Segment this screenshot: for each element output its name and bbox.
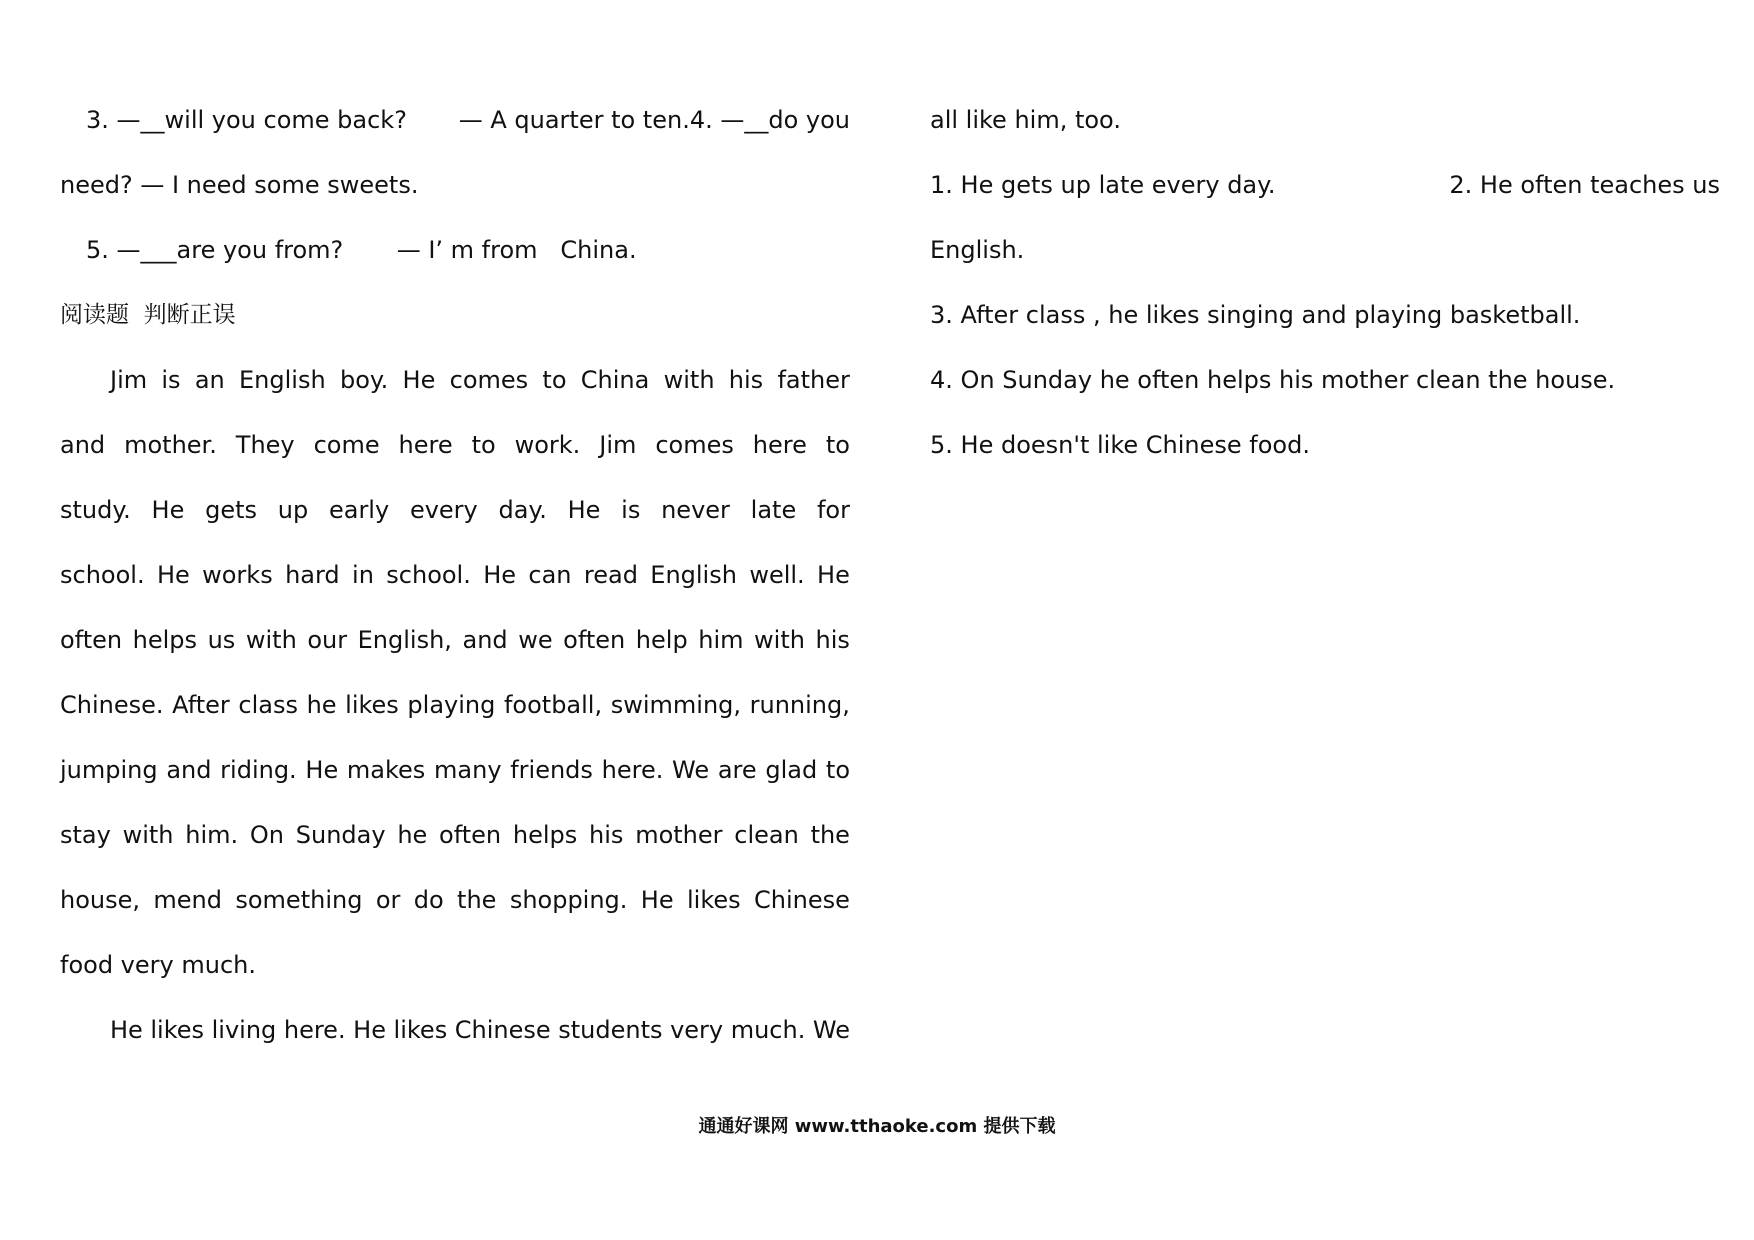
passage-word: day. — [498, 496, 547, 524]
passage-word: house, — [60, 886, 141, 914]
passage-word: never — [661, 496, 730, 524]
passage-word: work. — [514, 431, 581, 459]
passage-word: glad — [765, 756, 818, 784]
passage-word: with — [122, 821, 174, 849]
passage-word: He — [402, 366, 436, 394]
passage-word: English — [239, 366, 326, 394]
passage-word: He — [483, 561, 517, 589]
passage-word: jumping — [60, 756, 158, 784]
passage-word: father — [777, 366, 850, 394]
passage-word: here — [752, 431, 807, 459]
passage-word: comes — [449, 366, 529, 394]
passage-word: English — [650, 561, 737, 589]
passage-word: often — [60, 626, 123, 654]
passage-word: often — [439, 821, 502, 849]
passage-word: He — [305, 756, 339, 784]
passage-word: hard — [285, 561, 340, 589]
passage-word: friends — [510, 756, 593, 784]
passage-word: Jim — [110, 366, 148, 394]
passage-word: come — [313, 431, 380, 459]
passage-word: we — [518, 626, 553, 654]
passage-word: We — [672, 756, 710, 784]
passage-word: He — [353, 1016, 386, 1044]
passage-word: Chinese. — [60, 691, 164, 719]
passage-word: students — [558, 1016, 663, 1044]
passage-word: late — [750, 496, 797, 524]
passage-word: Chinese — [454, 1016, 551, 1044]
passage-word: his — [815, 626, 850, 654]
passage-word: to — [825, 756, 850, 784]
statements-1-2-line — [930, 153, 1720, 218]
passage-word: and — [462, 626, 508, 654]
passage-word: mend — [153, 886, 222, 914]
passage-word: for — [816, 496, 850, 524]
question-3-text: 3. —__will you come back? — [86, 106, 407, 134]
passage-word: an — [194, 366, 225, 394]
passage-line — [60, 413, 850, 478]
passage-word: very — [670, 1016, 724, 1044]
passage-word: He — [151, 496, 185, 524]
passage-word: here — [398, 431, 453, 459]
passage-word: Chinese — [754, 886, 850, 914]
passage-word: likes — [686, 886, 741, 914]
passage-word: and — [166, 756, 212, 784]
statement-3: 3. After class , he likes singing and playing basketball. — [930, 301, 1581, 329]
passage-word: with — [754, 626, 805, 654]
passage-word: much. — [730, 1016, 806, 1044]
passage-word: works — [202, 561, 273, 589]
section-heading: 阅读题 判断正误 — [60, 302, 236, 328]
passage-word: likes — [345, 691, 399, 719]
passage-word: clean — [734, 821, 799, 849]
passage-word: study. — [60, 496, 131, 524]
passage-word: He — [567, 496, 601, 524]
passage-word: up — [277, 496, 309, 524]
statement-1: 1. He gets up late every day. — [930, 171, 1276, 199]
passage-word: shopping. — [509, 886, 628, 914]
passage-word: in — [352, 561, 374, 589]
passage-word: school. — [60, 561, 145, 589]
passage-word: On — [249, 821, 284, 849]
passage-word: every — [409, 496, 478, 524]
passage-word: mother — [635, 821, 723, 849]
passage-word: or — [375, 886, 401, 914]
passage-word: swimming, — [610, 691, 742, 719]
passage-word: running, — [749, 691, 850, 719]
passage-word: He — [110, 1016, 143, 1044]
passage-word: early — [328, 496, 390, 524]
passage-line — [60, 868, 850, 933]
left-column — [60, 88, 850, 1063]
passage-word: He — [156, 561, 190, 589]
passage-word: football, — [503, 691, 603, 719]
statement-2-continuation: English. — [930, 236, 1025, 264]
statement-5: 5. He doesn't like Chinese food. — [930, 431, 1310, 459]
passage-line — [60, 998, 850, 1063]
passage-word: gets — [205, 496, 258, 524]
question-5-line: 5. —___are you from? — I’ m from China. — [86, 236, 637, 264]
question-4-continuation: need? — I need some sweets. — [60, 171, 419, 199]
passage-word: the — [457, 886, 497, 914]
passage-word: here. — [283, 1016, 346, 1044]
passage-word: stay — [60, 821, 111, 849]
statement-4: 4. On Sunday he often helps his mother clean the house. — [930, 366, 1616, 394]
passage-word: the — [810, 821, 850, 849]
passage-word: here. — [601, 756, 664, 784]
passage-word: comes — [655, 431, 734, 459]
passage-word: and — [60, 431, 106, 459]
statement-2: 2. He often teaches us — [1449, 171, 1720, 199]
passage-word: with — [245, 626, 297, 654]
question-4-text: — A quarter to ten.4. —__do you — [458, 106, 850, 134]
passage-word: Sunday — [295, 821, 386, 849]
passage-word: helps — [512, 821, 578, 849]
passage-word: read — [583, 561, 638, 589]
passage-word: to — [542, 366, 567, 394]
passage-word: class — [238, 691, 298, 719]
passage-word: can — [528, 561, 572, 589]
passage-end-line: all like him, too. — [930, 106, 1121, 134]
passage-word: his — [728, 366, 764, 394]
passage-word: living — [211, 1016, 277, 1044]
right-column — [930, 88, 1720, 478]
passage-word: riding. — [220, 756, 297, 784]
passage-word: he — [397, 821, 428, 849]
passage-word: They — [235, 431, 295, 459]
passage-word: many — [434, 756, 502, 784]
passage-word: mother. — [124, 431, 217, 459]
passage-word: him. — [185, 821, 239, 849]
passage-word: his — [589, 821, 624, 849]
passage-line — [60, 478, 850, 543]
passage-word: often — [563, 626, 626, 654]
passage-word: helps — [132, 626, 198, 654]
passage-word: Jim — [599, 431, 637, 459]
passage-word: makes — [346, 756, 426, 784]
passage-word: English, — [357, 626, 452, 654]
passage-word: likes — [150, 1016, 205, 1044]
passage-word: to — [825, 431, 850, 459]
passage-word: China — [580, 366, 650, 394]
passage-word: is — [161, 366, 181, 394]
passage-word: likes — [393, 1016, 448, 1044]
passage-line — [60, 738, 850, 803]
passage-line — [60, 608, 850, 673]
passage-word: with — [663, 366, 715, 394]
passage-word: to — [471, 431, 496, 459]
passage-line — [60, 348, 850, 413]
passage-word: help — [635, 626, 688, 654]
page-footer: 通通好课网 www.tthaoke.com 提供下载 — [698, 1116, 1056, 1137]
passage-word: We — [812, 1016, 850, 1044]
passage-word: him — [698, 626, 744, 654]
passage-word: school. — [386, 561, 471, 589]
passage-line — [60, 803, 850, 868]
reading-passage — [60, 348, 850, 1063]
passage-word: our — [307, 626, 348, 654]
passage-word: well. — [749, 561, 805, 589]
passage-word: playing — [407, 691, 496, 719]
question-3-line — [60, 88, 850, 153]
passage-word: something — [235, 886, 363, 914]
passage-word: He — [817, 561, 850, 589]
passage-word: are — [717, 756, 757, 784]
passage-word: is — [621, 496, 641, 524]
passage-word: us — [207, 626, 236, 654]
passage-line — [60, 543, 850, 608]
passage-word: do — [413, 886, 444, 914]
passage-word: he — [306, 691, 337, 719]
passage-word: boy. — [339, 366, 389, 394]
passage-line — [60, 673, 850, 738]
passage-line: food very much. — [60, 951, 256, 979]
passage-word: After — [172, 691, 230, 719]
passage-word: He — [640, 886, 674, 914]
